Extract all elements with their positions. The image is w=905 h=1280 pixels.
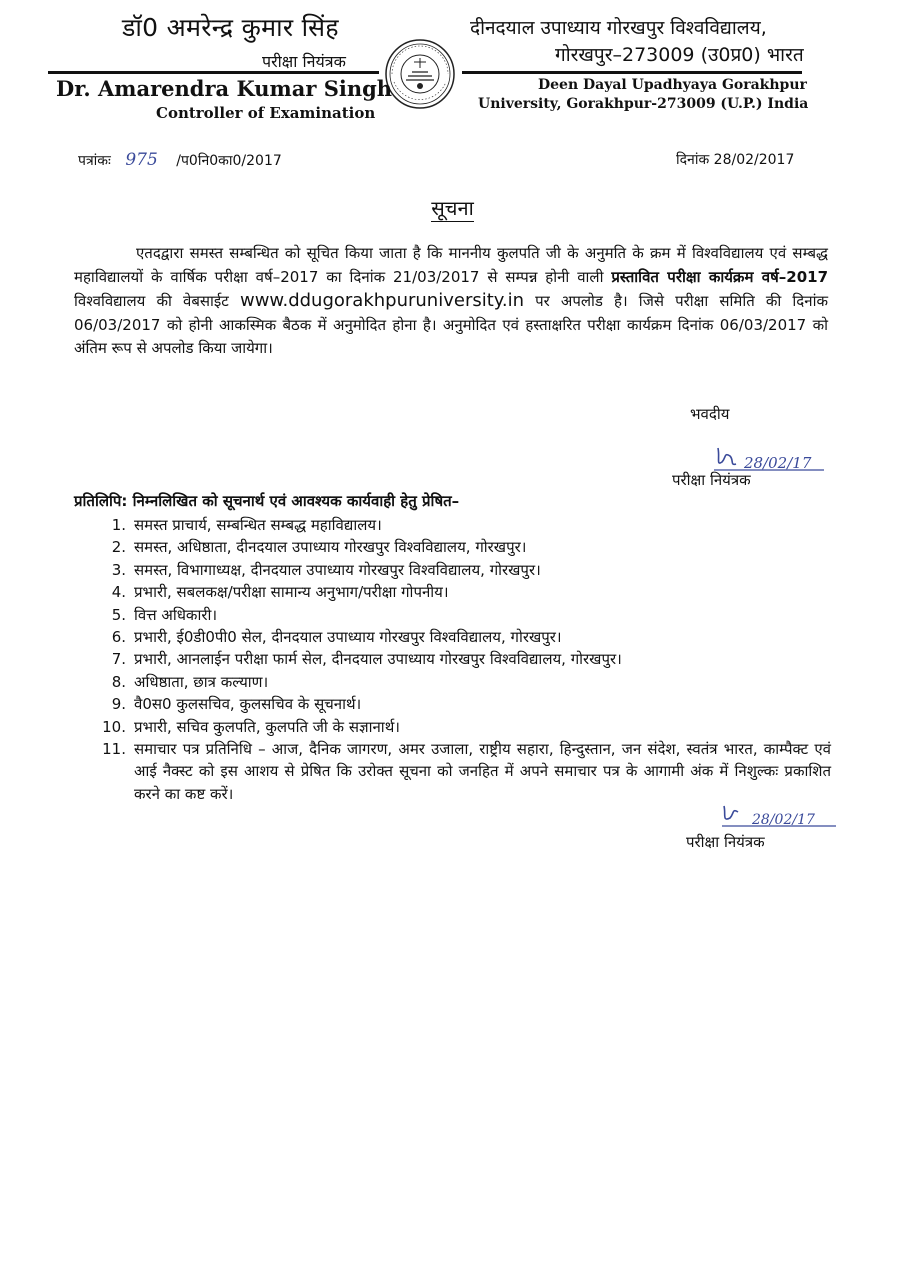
list-item-number: 4. <box>111 583 126 602</box>
list-item-text: समस्त प्राचार्य, सम्बन्धित सम्बद्ध महाविद्यालय। <box>134 516 382 534</box>
reference-line <box>78 150 282 170</box>
list-item <box>96 559 831 581</box>
list-item <box>96 514 831 536</box>
list-item-text: प्रभारी, आनलाईन परीक्षा फार्म सेल, दीनदयाल उपाध्याय गोरखपुर विश्वविद्यालय, गोरखपुर। <box>134 650 622 669</box>
list-item-text: समाचार पत्र प्रतिनिधि – आज, दैनिक जागरण, अमर उजाला, राष्ट्रीय सहारा, हिन्दुस्तान, जन संदेश, स्वतंत्र भारत, काम्पैक्ट एवं आई नैक्स्ट को इस आशय से प्रेषित कि उरोक्त सूचना को जनहित में अपने समाचार पत्र के आगामी अंक में निशुल्कः प्रकाशित करने का कष्ट करें। <box>134 740 831 803</box>
body-part1: एतदद्वारा समस्त सम्बन्धित को सूचित किया जाता है कि माननीय कुलपति जी के अनुमति के क्रम में विश्वविद्यालय एवं सम्बद्ध महाविद्यालयों के वार्षिक परीक्षा वर्ष–2017 का दिनांक 21/03/2017 से सम्पन्न होनी वाली <box>74 244 828 286</box>
list-item-text: प्रभारी, सबलकक्ष/परीक्षा सामान्य अनुभाग/परीक्षा गोपनीय। <box>134 583 449 602</box>
website-link[interactable]: www.ddugorakhpuruniversity.in <box>239 290 524 311</box>
english-university-line1: Deen Dayal Upadhyaya Gorakhpur <box>538 77 807 93</box>
hindi-university-line1: दीनदयाल उपाध्याय गोरखपुर विश्वविद्यालय, <box>470 17 767 39</box>
body-bold-phrase: प्रस्तावित परीक्षा कार्यक्रम वर्ष–2017 <box>611 267 829 286</box>
list-item-number: 9. <box>111 695 126 714</box>
list-item <box>96 604 831 626</box>
list-item-number: 2. <box>111 538 126 557</box>
list-item-number: 6. <box>111 628 126 647</box>
list-item-text: वै0स0 कुलसचिव, कुलसचिव के सूचनार्थ। <box>134 695 362 714</box>
reference-number: 975 <box>125 150 158 170</box>
signature-1-date: 28/02/17 <box>744 454 812 472</box>
copy-to-heading: प्रतिलिपि: निम्नलिखित को सूचनार्थ एवं आवश्यक कार्यवाही हेतु प्रेषित– <box>74 492 460 510</box>
hindi-designation: परीक्षा नियंत्रक <box>262 52 346 71</box>
list-item-text: प्रभारी, सचिव कुलपति, कुलपति जी के सज्ञानार्थ। <box>134 717 400 736</box>
body-part2: विश्वविद्यालय की वेबसाईट <box>74 292 240 310</box>
letterhead-rule-right <box>462 71 802 74</box>
hindi-name: डॉ0 अमरेन्द्र कुमार सिंह <box>122 13 339 42</box>
signature-2-date: 28/02/17 <box>752 812 815 828</box>
copy-to-list <box>96 514 831 805</box>
list-item-text: समस्त, विभागाध्यक्ष, दीनदयाल उपाध्याय गोरखपुर विश्वविद्यालय, गोरखपुर। <box>134 560 541 579</box>
letter-date: दिनांक 28/02/2017 <box>676 152 795 168</box>
reference-label: पत्रांकः <box>78 153 111 169</box>
list-item <box>96 693 831 715</box>
notice-title-text: सूचना <box>431 196 474 220</box>
list-item <box>96 671 831 693</box>
list-item-number: 3. <box>111 560 126 579</box>
list-item-number: 7. <box>111 650 126 669</box>
letterhead-rule-left <box>48 71 379 74</box>
list-item-text: वित्त अधिकारी। <box>134 605 218 624</box>
list-item <box>96 648 831 670</box>
list-item <box>96 536 831 558</box>
english-designation: Controller of Examination <box>156 104 376 122</box>
university-seal-icon <box>384 38 456 110</box>
signature-label-2: परीक्षा नियंत्रक <box>686 833 765 851</box>
english-name: Dr. Amarendra Kumar Singh <box>56 76 393 101</box>
notice-body <box>74 242 828 361</box>
list-item-number: 10. <box>102 717 126 736</box>
list-item-number: 5. <box>111 605 126 624</box>
list-item <box>96 716 831 738</box>
list-item-number: 1. <box>111 516 126 534</box>
list-item-text: प्रभारी, ई0डी0पी0 सेल, दीनदयाल उपाध्याय गोरखपुर विश्वविद्यालय, गोरखपुर। <box>134 628 562 647</box>
list-item-text: अधिष्ठाता, छात्र कल्याण। <box>134 672 269 691</box>
notice-title <box>0 194 905 221</box>
hindi-university-line2: गोरखपुर–273009 (उ0प्र0) भारत <box>555 44 804 66</box>
list-item <box>96 581 831 603</box>
list-item <box>96 626 831 648</box>
reference-suffix: /प0नि0का0/2017 <box>176 153 282 169</box>
list-item-text: समस्त, अधिष्ठाता, दीनदयाल उपाध्याय गोरखपुर विश्वविद्यालय, गोरखपुर। <box>134 538 527 557</box>
list-item-number: 11. <box>102 740 126 759</box>
closing-salutation: भवदीय <box>690 405 730 423</box>
list-item-number: 8. <box>111 672 126 691</box>
signature-label-1: परीक्षा नियंत्रक <box>672 471 751 489</box>
english-university-line2: University, Gorakhpur-273009 (U.P.) India <box>478 96 809 112</box>
list-item <box>96 738 831 805</box>
body-part3: पर अपलोड है। जिसे परीक्षा समिति की दिनांक 06/03/2017 को होनी आकस्मिक बैठक में अनुमोदित होना है। अनुमोदित एवं हस्ताक्षरित परीक्षा कार्यक्रम दिनांक 06/03/2017 को अंतिम रूप से अपलोड किया जायेगा। <box>74 292 828 357</box>
